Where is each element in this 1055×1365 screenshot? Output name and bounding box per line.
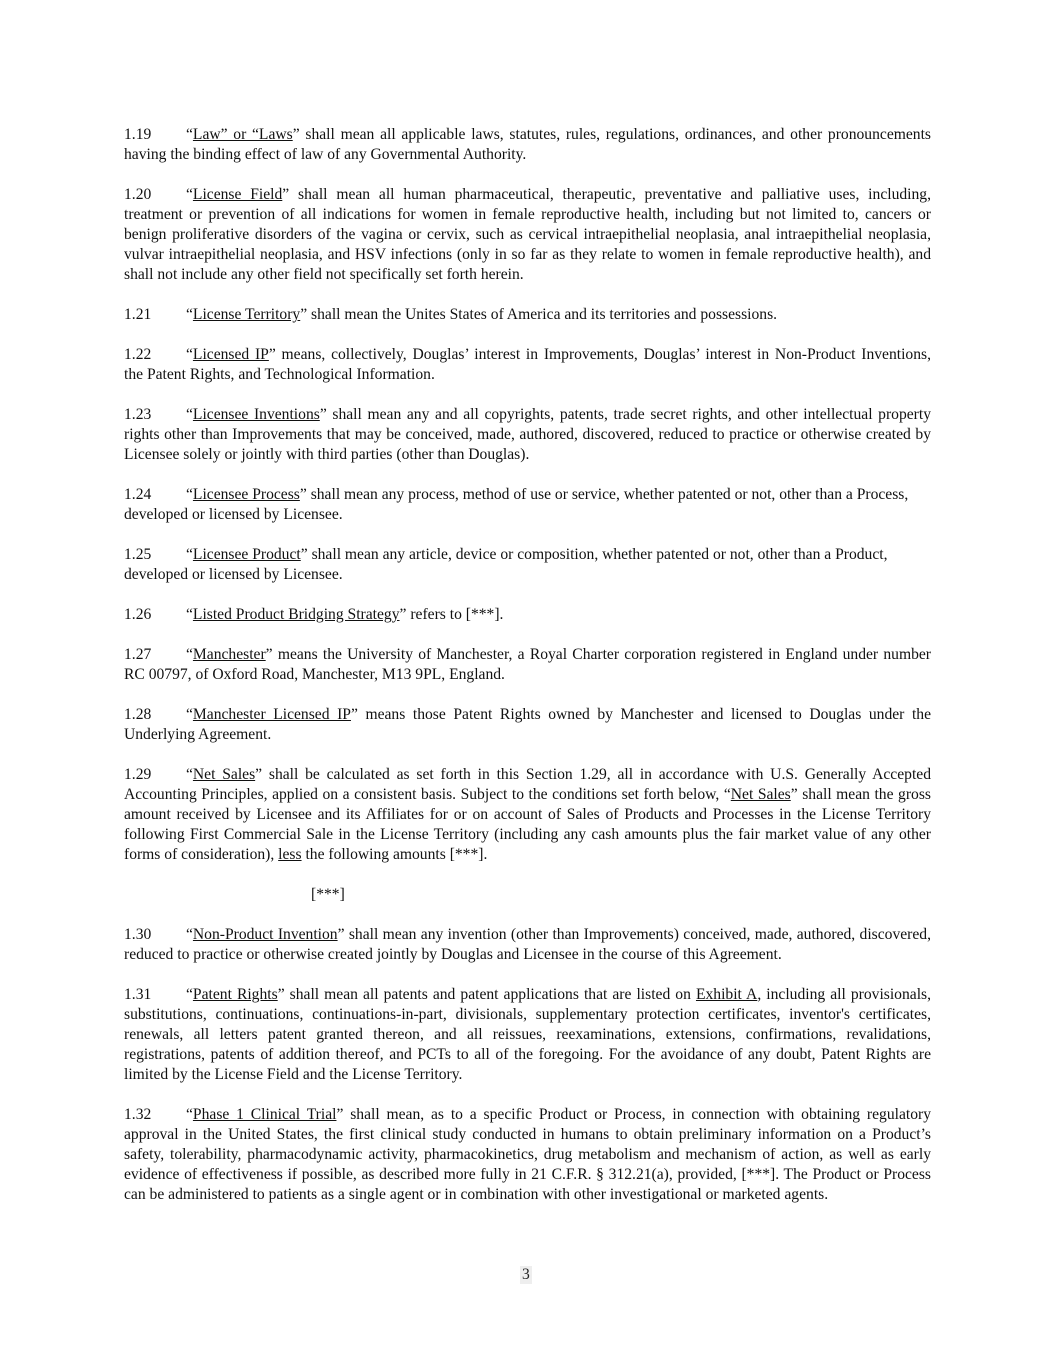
definition-text: ” shall mean any invention (other than Improvements) conceived, made, authored, discovered, reduced to practice or otherwise created jointly by Douglas and Licensee in the course of this Agreement. [124,926,931,963]
section-number: 1.29 [124,766,152,783]
defined-term: License Field [192,186,283,203]
definition-text: “ [186,986,193,1003]
definition-text: “ [186,606,193,623]
defined-term: Law” or “Laws [192,126,293,143]
section-number: 1.21 [124,306,152,323]
definition-paragraph [124,185,931,285]
defined-term: Licensed IP [192,346,269,363]
section-number: 1.32 [124,1106,152,1123]
section-number: 1.31 [124,986,152,1003]
definition-text: “ [186,486,193,503]
definition-text: “ [186,646,193,663]
page-number: 3 [522,1266,530,1283]
definition-text: ” shall mean any article, device or composition, whether patented or not, other than a Product, developed or licensed by Licensee. [124,546,888,583]
definition-text: ” shall mean any and all copyrights, patents, trade secret rights, and other intellectual property rights other than Improvements that may be conceived, made, authored, discovered, reduced to practice or otherwise created by Licensee solely or jointly with third parties (other than Douglas). [124,406,931,463]
definition-paragraph [124,345,931,385]
section-number: 1.19 [124,126,152,143]
defined-term: Licensee Product [192,546,301,563]
defined-term: Patent Rights [192,986,278,1003]
definition-text: “ [186,926,193,943]
redacted-block: [***] [311,886,345,903]
definition-text: ” shall be calculated as set forth in this Section 1.29, all in accordance with U.S. Generally Accepted Accounting Principles, applied on a consistent basis. Subject to the conditions set forth below, “ [124,766,931,803]
definition-paragraph [124,645,931,685]
definition-text: ” shall mean, as to a specific Product or Process, in connection with obtaining regulatory approval in the United States, the first clinical study conducted in humans to obtain preliminary information on a Product’s safety, tolerability, pharmacodynamic activity, pharmacokinetics, drug metabolism and mechanism of action, as well as early evidence of effectiveness if possible, as described more fully in 21 C.F.R. § 312.21(a), provided, [***]. The Product or Process can be administered to patients as a single agent or in combination with other investigational or marketed agents. [124,1106,931,1203]
defined-term: Exhibit A [695,986,758,1003]
definition-text: “ [186,766,193,783]
definition-text: ” shall mean all applicable laws, statutes, rules, regulations, ordinances, and other pronouncements having the binding effect of law of any Governmental Authority. [124,126,931,163]
definition-text: “ [186,306,193,323]
section-number: 1.24 [124,486,152,503]
defined-term: Net Sales [192,766,256,783]
definition-text: ” means, collectively, Douglas’ interest in Improvements, Douglas’ interest in Non-Product Inventions, the Patent Rights, and Technological Information. [124,346,931,383]
definition-text: ” shall mean all patents and patent applications that are listed on [277,986,696,1003]
document-page [124,125,931,1225]
definition-paragraph [124,545,931,585]
definition-paragraph [124,305,931,325]
defined-term: Net Sales [730,786,791,803]
definition-text: ” means the University of Manchester, a Royal Charter corporation registered in England under number RC 00797, of Oxford Road, Manchester, M13 9PL, England. [124,646,931,683]
definition-text: ” refers to [***]. [399,606,504,623]
section-number: 1.23 [124,406,152,423]
defined-term: Manchester [192,646,266,663]
definition-paragraph [124,485,931,525]
defined-term: Phase 1 Clinical Trial [192,1106,337,1123]
definition-paragraph [124,765,931,865]
defined-term: Listed Product Bridging Strategy [192,606,400,623]
definition-text: “ [186,1106,193,1123]
section-number: 1.27 [124,646,152,663]
definition-text: ” means those Patent Rights owned by Manchester and licensed to Douglas under the Underlying Agreement. [124,706,931,743]
section-number: 1.25 [124,546,152,563]
definition-paragraph [124,405,931,465]
section-number: 1.20 [124,186,152,203]
defined-term: Non-Product Invention [192,926,338,943]
definition-text: “ [186,186,193,203]
definition-paragraph [124,985,931,1085]
section-number: 1.26 [124,606,152,623]
definition-text: , including all provisionals, substitutions, continuations, continuations-in-part, divisionals, supplementary protection certificates, inventor's certificates, renewals, all letters patent granted thereon, and all reissues, reexaminations, extensions, confirmations, revalidations, registrations, patents of addition thereof, and PCTs to all of the foregoing. For the avoidance of any doubt, Patent Rights are limited by the License Field and the License Territory. [124,986,931,1083]
definition-text: “ [186,706,193,723]
definition-paragraph [124,605,931,625]
definition-text: ” shall mean all human pharmaceutical, therapeutic, preventative and palliative uses, including, treatment or prevention of all indications for women in female reproductive health, including but not limited to, cancers or benign proliferative disorders of the vagina or cervix, such as cervical intraepithelial neoplasia, anal intraepithelial neoplasia, vulvar intraepithelial neoplasia, and HSV infections (only in so far as they relate to women in female reproductive health), and shall not include any other field not specifically set forth herein. [124,186,931,283]
defined-term: less [278,846,302,863]
definition-text: “ [186,546,193,563]
defined-term: Licensee Process [192,486,300,503]
defined-term: License Territory [192,306,301,323]
section-number: 1.22 [124,346,152,363]
definition-text: “ [186,346,193,363]
defined-term: Manchester Licensed IP [192,706,351,723]
section-number: 1.30 [124,926,152,943]
definition-paragraph [124,705,931,745]
definition-text: “ [186,406,193,423]
definition-text: ” shall mean any process, method of use or service, whether patented or not, other than a Process, developed or licensed by Licensee. [124,486,909,523]
definition-text: the following amounts [***]. [301,846,488,863]
definition-paragraph [124,1105,931,1205]
definition-paragraph [124,125,931,165]
definition-text: ” shall mean the gross amount received by Licensee and its Affiliates for or on account of Sales of Products and Processes in the License Territory following First Commercial Sale in the License Territory (including any cash amounts plus the fair market value of any other forms of consideration), [124,786,931,863]
section-number: 1.28 [124,706,152,723]
definition-text: “ [186,126,193,143]
defined-term: Licensee Inventions [192,406,320,423]
definition-paragraph [124,925,931,965]
definition-text: ” shall mean the Unites States of America and its territories and possessions. [300,306,778,323]
